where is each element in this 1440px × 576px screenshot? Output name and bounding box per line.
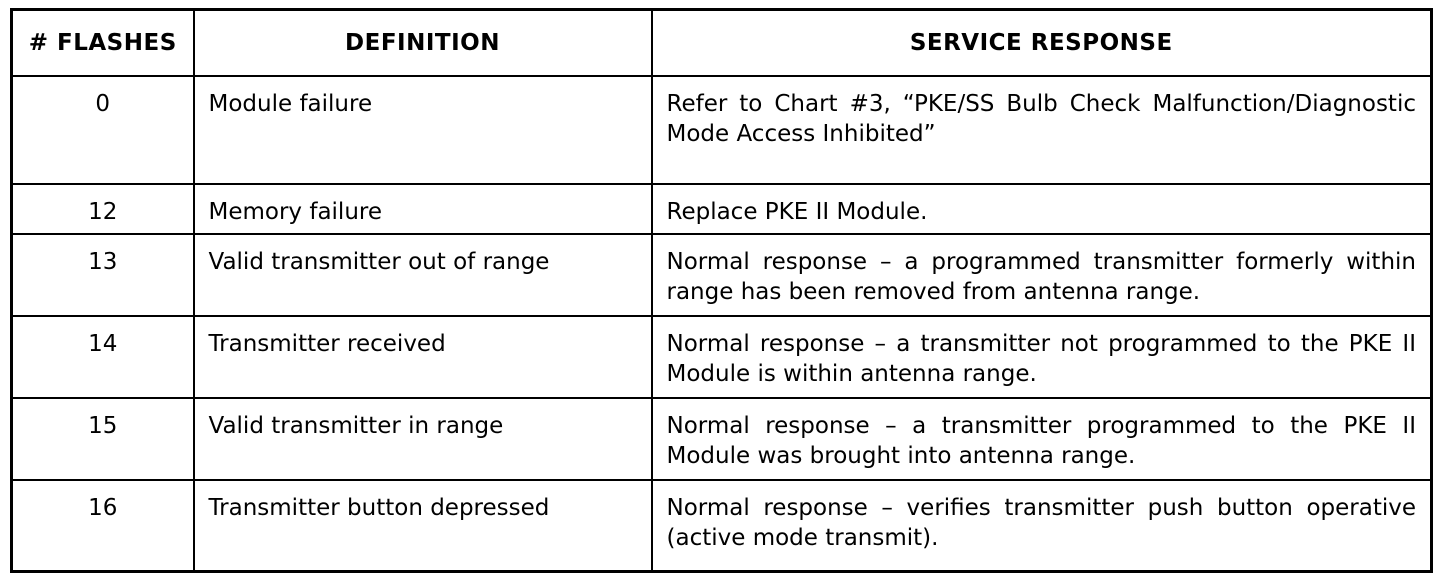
header-definition: DEFINITION (194, 10, 652, 76)
flashes-cell: 12 (12, 184, 194, 234)
table-row (12, 184, 1432, 234)
flashes-cell: 14 (12, 316, 194, 398)
definition-cell: Memory failure (194, 184, 652, 234)
service-response-cell: Normal response – verifies transmitter push button operative (active mode transmit). (652, 480, 1432, 572)
flashes-cell: 13 (12, 234, 194, 316)
definition-cell: Transmitter received (194, 316, 652, 398)
flash-code-table (10, 8, 1433, 573)
service-response-cell: Normal response – a transmitter not programmed to the PKE II Module is within antenna range. (652, 316, 1432, 398)
header-flashes: # FLASHES (12, 10, 194, 76)
header-service-response: SERVICE RESPONSE (652, 10, 1432, 76)
definition-cell: Module failure (194, 76, 652, 184)
table-row (12, 76, 1432, 184)
table-body (12, 76, 1432, 572)
definition-cell: Valid transmitter out of range (194, 234, 652, 316)
service-response-cell: Normal response – a programmed transmitter formerly within range has been removed from antenna range. (652, 234, 1432, 316)
flashes-cell: 15 (12, 398, 194, 480)
flashes-cell: 16 (12, 480, 194, 572)
header-row (12, 10, 1432, 76)
table-row (12, 234, 1432, 316)
service-response-cell: Replace PKE II Module. (652, 184, 1432, 234)
definition-cell: Transmitter button depressed (194, 480, 652, 572)
table-header (12, 10, 1432, 76)
table-row (12, 316, 1432, 398)
flashes-cell: 0 (12, 76, 194, 184)
service-response-cell: Normal response – a transmitter programmed to the PKE II Module was brought into antenna range. (652, 398, 1432, 480)
definition-cell: Valid transmitter in range (194, 398, 652, 480)
flash-code-table-container (10, 8, 1430, 570)
table-row (12, 480, 1432, 572)
table-row (12, 398, 1432, 480)
service-response-cell: Refer to Chart #3, “PKE/SS Bulb Check Malfunction/Diagnostic Mode Access Inhibited” (652, 76, 1432, 184)
